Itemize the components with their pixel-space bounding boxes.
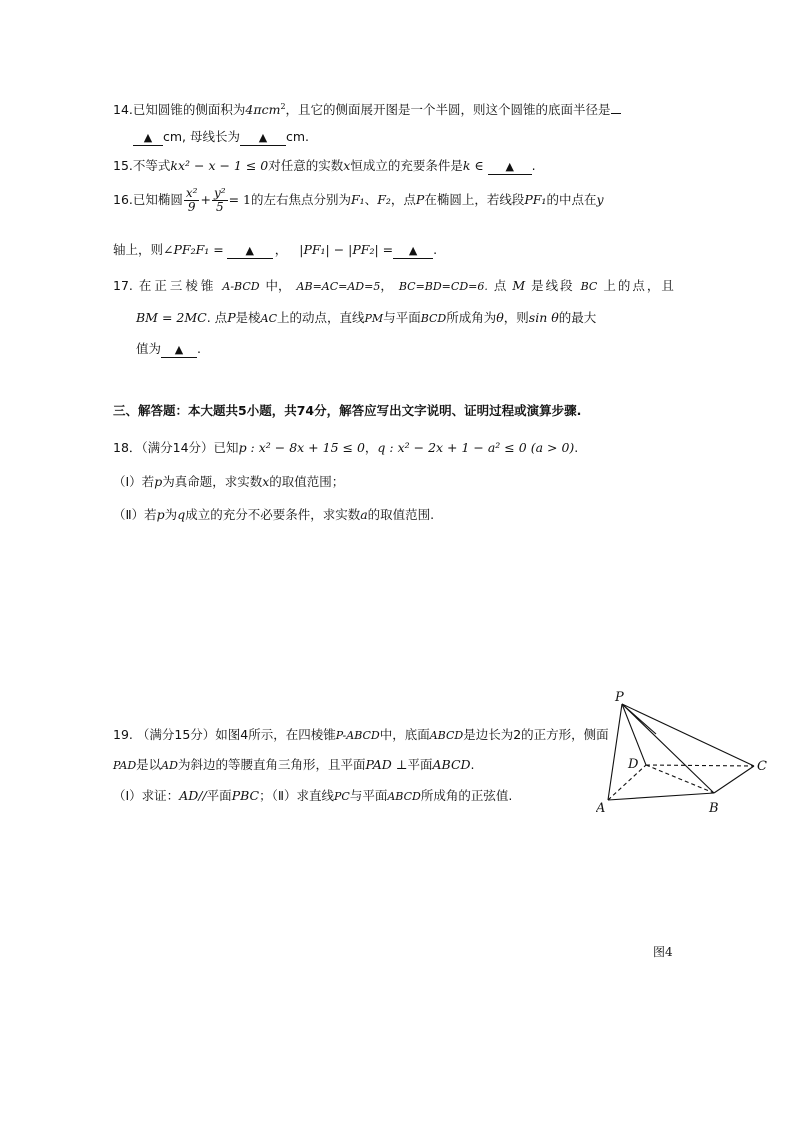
- q19-i-abcd: ABCD: [387, 790, 421, 803]
- q17-text14: 值为: [136, 341, 162, 356]
- q18-i-p: p: [154, 474, 163, 489]
- q17-bm: BM = 2MC: [136, 310, 207, 325]
- q16-y: y: [596, 192, 604, 207]
- q18-i-x: x: [262, 474, 270, 489]
- q18-ii-text3: 的取值范围.: [367, 507, 435, 522]
- q17-text8: 是棱: [235, 310, 261, 325]
- blank-triangle-icon: ▲: [245, 244, 254, 257]
- q17-pyramid: A-BCD: [222, 280, 260, 293]
- q18-p-expr: p : x² − 8x + 15 ≤ 0: [238, 440, 365, 455]
- q16-line2: [113, 241, 437, 259]
- edge-pb: [622, 704, 714, 793]
- q19-i-text4: 所成角的正弦值.: [420, 788, 513, 803]
- q16-eq: = 1: [228, 192, 251, 207]
- q14-area: 4πcm: [245, 102, 281, 118]
- q14-text1: 已知圆锥的侧面积为: [132, 102, 246, 118]
- q19-line3: [113, 787, 512, 806]
- vertex-label-d: D: [628, 757, 639, 772]
- q16-angle: ∠PF₂F₁ =: [163, 242, 224, 257]
- q17-edges2: BC=BD=CD=6.: [398, 280, 488, 293]
- q18-line1: [113, 439, 578, 457]
- q17-text11: 所成角为: [446, 310, 497, 325]
- q17-text5: 是线段: [531, 278, 575, 293]
- edge-ab: [608, 793, 714, 800]
- q16-frac-y: [212, 187, 228, 214]
- q17-text12: ，则: [503, 310, 529, 325]
- edge-db-hidden: [646, 765, 714, 793]
- q17-text4: 点: [493, 278, 507, 293]
- q19-i-label: （Ⅰ）求证：: [113, 788, 180, 803]
- q15-var: x: [343, 158, 351, 173]
- q14-number: 14.: [113, 102, 133, 118]
- edge-pc: [622, 704, 754, 766]
- q17-sin: sin θ: [528, 310, 559, 325]
- q16-pf1: PF₁: [524, 192, 547, 207]
- q17-m: M: [512, 278, 526, 293]
- q17-text2: 中，: [265, 278, 291, 293]
- q17-line3: [136, 340, 201, 358]
- blank-triangle-icon: ▲: [408, 244, 418, 257]
- q19-i-pbc: PBC: [231, 788, 260, 803]
- section-3-heading: 三、解答题：本大题共5小题，共74分，解答应写出文字说明、证明过程或演算步骤.: [113, 403, 582, 418]
- q17-text7: . 点: [206, 310, 228, 325]
- q17-bcd: BCD: [420, 312, 447, 325]
- q17-text15: .: [197, 341, 201, 356]
- q17-text10: 与平面: [383, 310, 421, 325]
- q15-text4: .: [531, 158, 536, 173]
- q15-text2: 对任意的实数: [268, 158, 344, 173]
- q19-text4: 为斜边的等腰直角三角形，且平面: [177, 757, 366, 772]
- q14-line2: [133, 128, 309, 146]
- q17-pm: PM: [364, 312, 384, 325]
- q17-line1: [113, 277, 676, 296]
- blank-triangle-icon: ▲: [258, 131, 268, 144]
- vertex-label-b: B: [709, 801, 719, 816]
- edge-ad-hidden: [608, 765, 646, 800]
- q19-perp: PAD ⊥: [365, 757, 408, 772]
- figure-caption: 图4: [653, 945, 673, 959]
- q17-edges1: AB=AC=AD=5: [296, 280, 381, 293]
- q19-number: 19.: [113, 727, 133, 742]
- q16-text2: 的左右焦点分别为: [250, 192, 351, 207]
- q14-blank-2[interactable]: [240, 131, 286, 146]
- q16-text3: ，点: [390, 192, 416, 207]
- q17-text9: 上的动点，直线: [277, 310, 365, 325]
- q16-text8: .: [433, 242, 438, 257]
- q19-i-text1: 平面: [206, 788, 232, 803]
- q14-area-exp: 2: [280, 102, 286, 111]
- q18-ii-label: （Ⅱ）若: [113, 507, 157, 522]
- q19-score: （满分15分）如图4所示，在四棱锥: [136, 727, 336, 742]
- q17-text6: 上的点，且: [603, 278, 676, 293]
- q14-underscore: [611, 113, 621, 114]
- q19-abcd2: ABCD: [432, 757, 471, 772]
- q17-blank[interactable]: [161, 343, 197, 358]
- q18-end: .: [574, 440, 579, 455]
- q18-i-text2: 的取值范围；: [269, 474, 345, 489]
- q19-abcd: ABCD: [429, 729, 464, 742]
- q17-text13: 的最大: [558, 310, 597, 325]
- q14-line1: [113, 98, 621, 119]
- vertex-label-a: A: [596, 801, 606, 816]
- q19-pyramid: P-ABCD: [335, 729, 380, 742]
- q18-number: 18．: [113, 440, 142, 455]
- q19-i-text3: 与平面: [349, 788, 388, 803]
- q15-text3: 恒成立的充要条件是: [350, 158, 463, 173]
- q18-part2: [113, 506, 434, 524]
- pyramid-figure: [596, 690, 776, 820]
- q17-p: P: [227, 310, 236, 325]
- blank-triangle-icon: ▲: [505, 160, 514, 173]
- vertex-label-p: P: [615, 690, 624, 705]
- q15-line: [113, 157, 536, 175]
- q18-part1: [113, 473, 344, 491]
- q18-score: （满分14分）已知: [141, 440, 239, 455]
- q18-cond: (a > 0): [530, 440, 575, 455]
- q18-ii-text2: 成立的充分不必要条件，求实数: [185, 507, 361, 522]
- q16-text1: 已知椭圆: [132, 192, 183, 207]
- q16-number: 16.: [113, 192, 133, 207]
- q17-text1: 在正三棱锥: [138, 278, 217, 293]
- q19-i-text2: ；（Ⅱ）求直线: [259, 788, 334, 803]
- q19-i-pc: PC: [334, 790, 350, 803]
- q19-text6: .: [470, 757, 475, 772]
- q16-plus: +: [200, 192, 211, 207]
- q16-frac-y-den: 5: [215, 200, 224, 214]
- vertex-label-c: C: [757, 759, 767, 774]
- q16-line1: [113, 187, 604, 214]
- q16-frac-x-den: 9: [187, 200, 196, 214]
- q15-text1: 不等式: [132, 158, 171, 173]
- q18-ii-a: a: [360, 507, 368, 522]
- q19-line1: [113, 726, 609, 745]
- q16-frac-y-num: y²: [213, 186, 226, 200]
- q19-pad: PAD: [113, 759, 137, 772]
- q17-number: 17.: [113, 278, 133, 293]
- q16-text7: ，: [274, 242, 288, 257]
- q14-blank-1[interactable]: [133, 131, 163, 146]
- q16-sep: 、: [364, 192, 378, 207]
- q19-i-ad: AD//: [179, 788, 207, 803]
- q16-text5: 的中点在: [546, 192, 597, 207]
- q18-ii-p: p: [156, 507, 165, 522]
- q16-blank-1[interactable]: [227, 244, 273, 259]
- q18-i-text1: 为真命题，求实数: [162, 474, 263, 489]
- q14-text2: ，且它的侧面展开图是一个半圆，则这个圆锥的底面半径是: [285, 102, 611, 118]
- q16-f1: F₁: [350, 192, 365, 207]
- q15-blank[interactable]: [488, 160, 532, 175]
- q18-q-expr: q : x² − 2x + 1 − a² ≤ 0: [377, 440, 527, 455]
- q16-blank-2[interactable]: [393, 244, 433, 259]
- q19-text1: 中，底面: [379, 727, 430, 742]
- q17-theta: θ: [496, 310, 504, 325]
- q18-ii-q: q: [177, 507, 186, 522]
- q18-ii-text1: 为: [164, 507, 178, 522]
- q14-text3: cm, 母线长为: [163, 129, 240, 144]
- q19-line2: [113, 756, 475, 775]
- q14-text4: cm.: [286, 129, 310, 144]
- q16-frac-x-num: x²: [185, 186, 198, 200]
- blank-triangle-icon: ▲: [174, 343, 184, 356]
- blank-triangle-icon: ▲: [143, 131, 153, 144]
- q15-expr: kx² − x − 1 ≤ 0: [170, 158, 269, 173]
- q18-i-label: （Ⅰ）若: [113, 474, 155, 489]
- q17-ac: AC: [260, 312, 277, 325]
- q16-text4: 在椭圆上，若线段: [424, 192, 525, 207]
- q17-bc: BC: [580, 280, 598, 293]
- q19-text2: 是边长为2的正方形，侧面: [463, 727, 609, 742]
- q19-text5: 平面: [407, 757, 433, 772]
- q16-p: P: [415, 192, 425, 207]
- q17-text3: ，: [380, 278, 393, 293]
- q15-k-in: k ∈: [462, 158, 484, 173]
- q17-line2: [136, 309, 596, 328]
- q19-ad: AD: [161, 759, 178, 772]
- q16-text6: 轴上，则: [113, 242, 164, 257]
- edge-dc-hidden: [646, 765, 754, 766]
- q16-f2: F₂: [377, 192, 391, 207]
- edge-pa: [608, 704, 622, 800]
- q19-text3: 是以: [136, 757, 162, 772]
- edge-pc-top: [622, 704, 656, 734]
- q16-diff: |PF₁| − |PF₂| =: [299, 242, 394, 257]
- edge-bc: [714, 766, 754, 793]
- q15-number: 15.: [113, 158, 133, 173]
- q16-frac-x: [184, 187, 200, 214]
- q18-comma: ，: [364, 440, 378, 455]
